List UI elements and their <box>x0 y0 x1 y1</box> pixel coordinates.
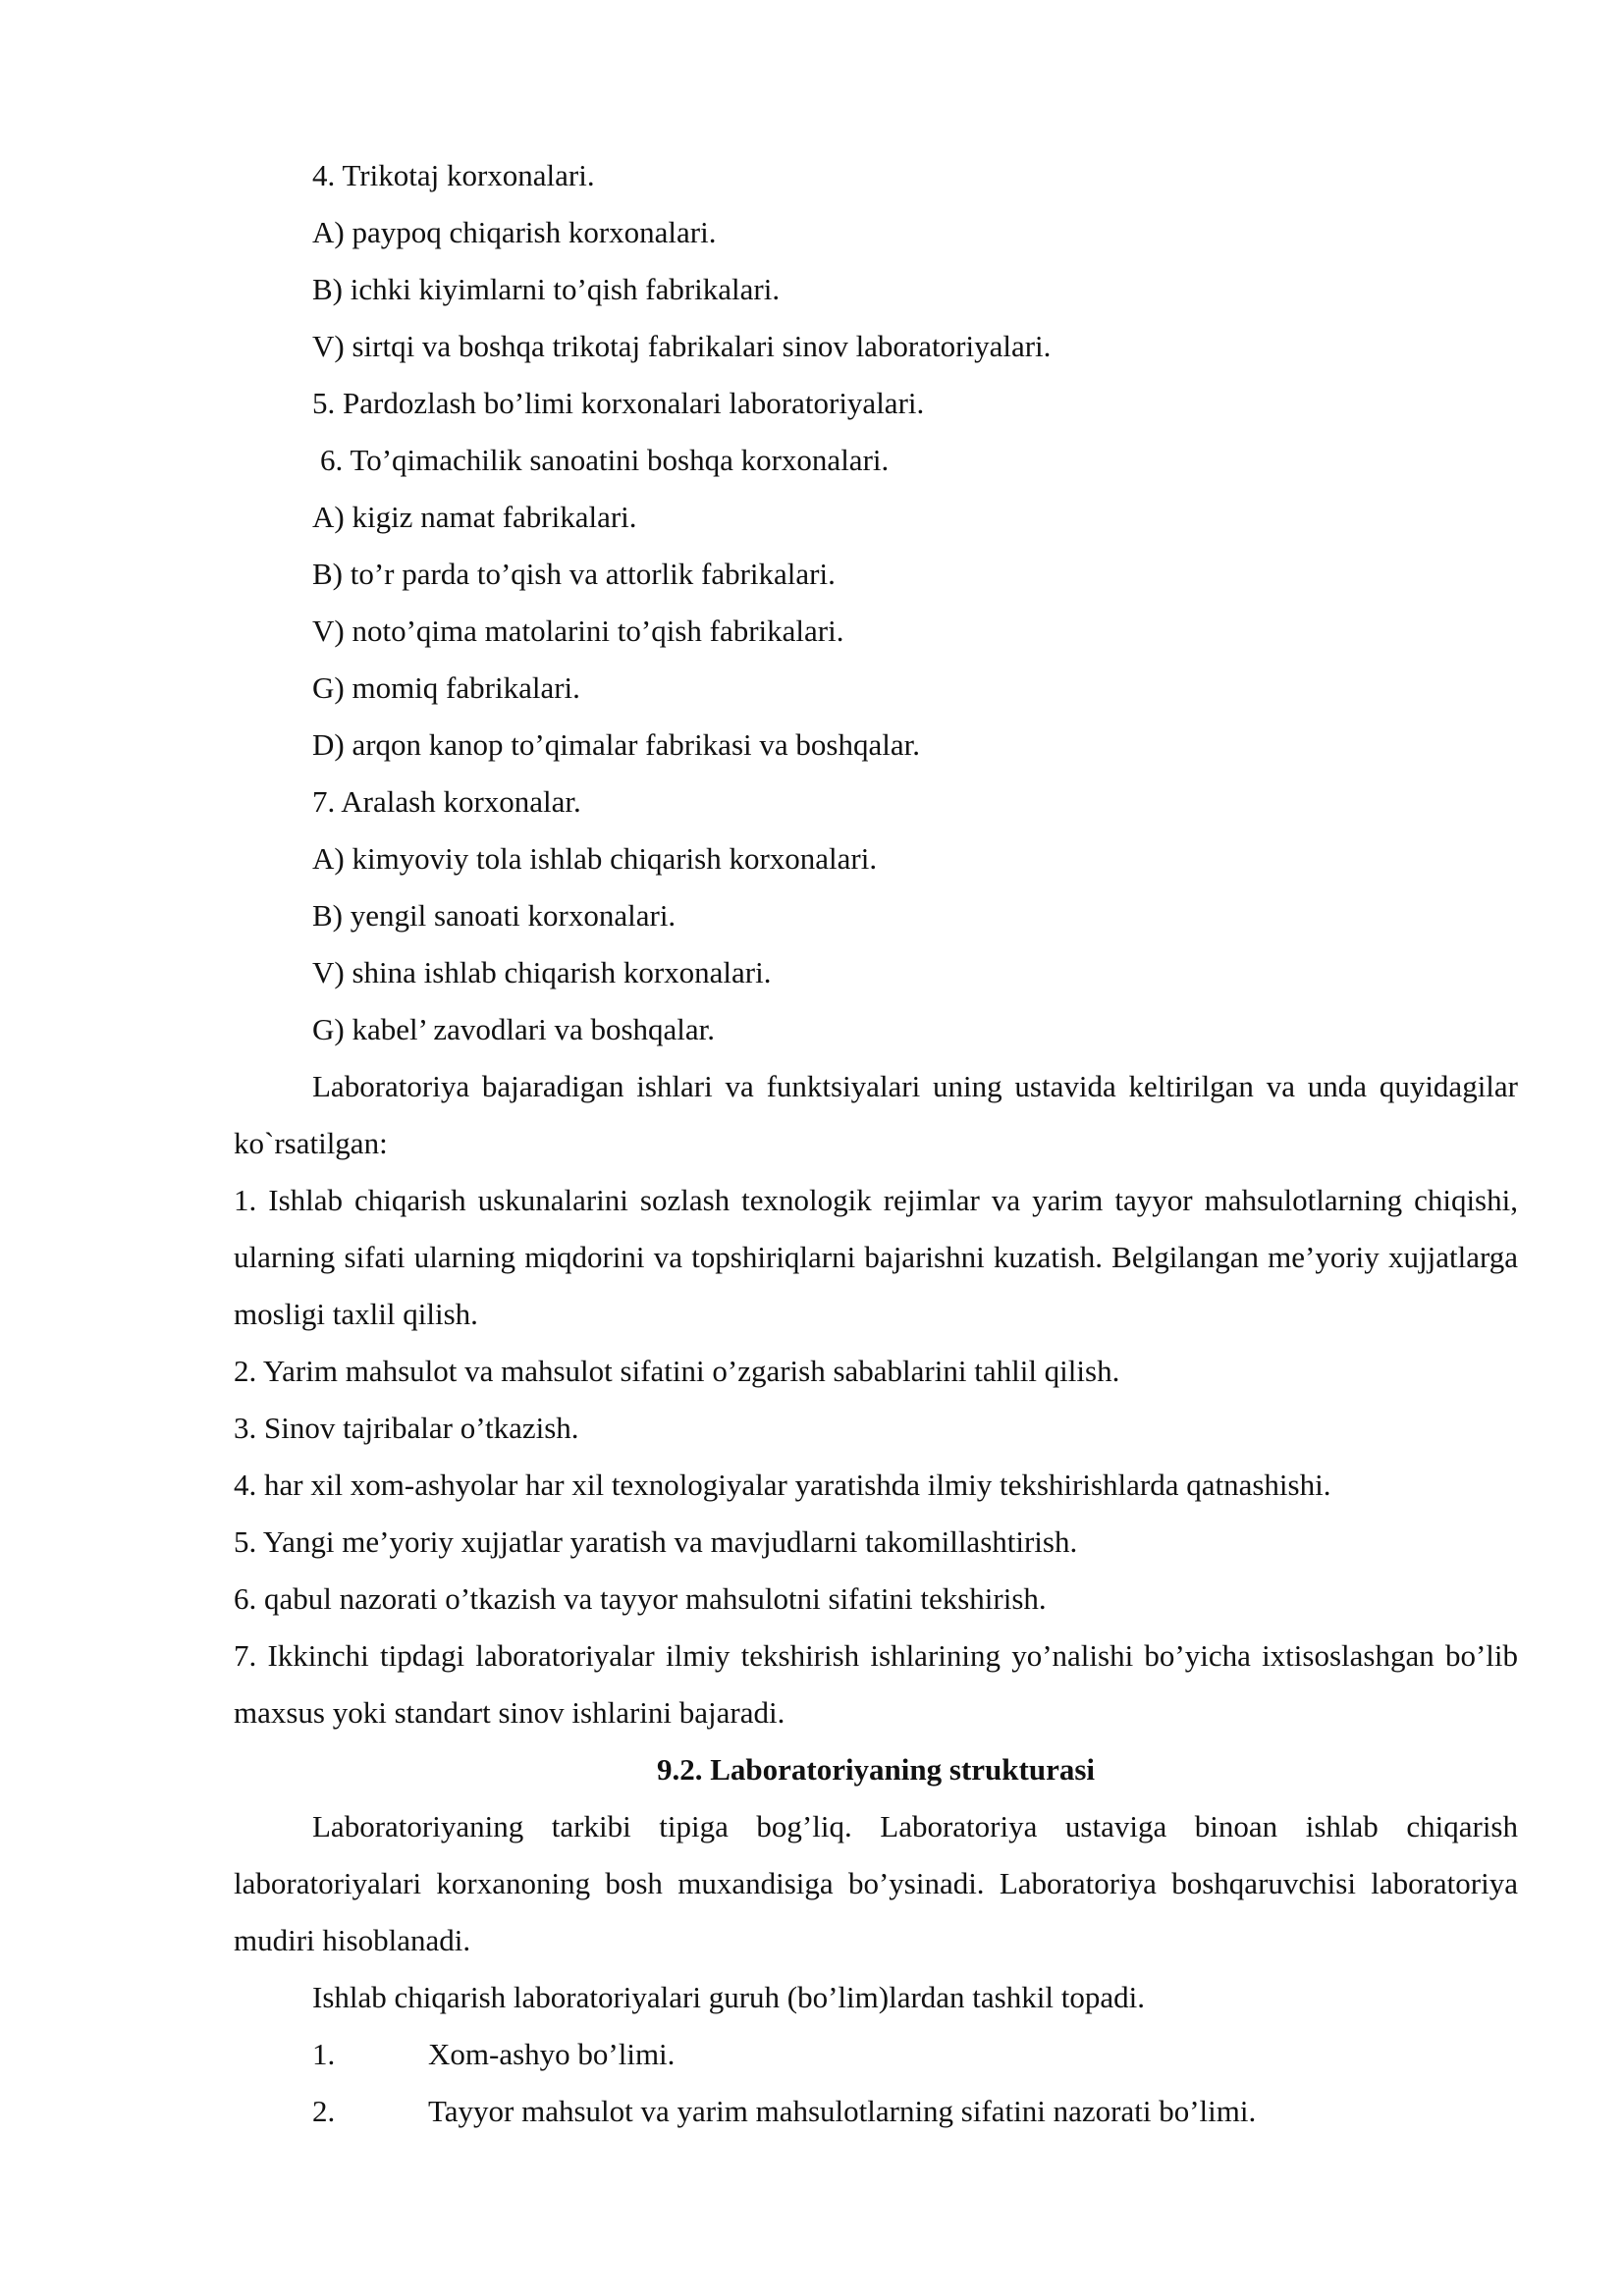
list-item: D) arqon kanop to’qimalar fabrikasi va boshqalar. <box>312 727 920 762</box>
list-item: V) noto’qima matolarini to’qish fabrikalari. <box>312 614 844 648</box>
list-item: 4. Trikotaj korxonalari. <box>312 158 595 192</box>
department-number: 1. <box>312 2037 336 2071</box>
function-item: 5. Yangi me’yoriy xujjatlar yaratish va mavjudlarni takomillashtirish. <box>234 1524 1078 1559</box>
document-page <box>234 147 1518 2140</box>
functions-list <box>234 1172 1518 1741</box>
department-number: 2. <box>312 2094 336 2128</box>
list-item: V) sirtqi va boshqa trikotaj fabrikalari sinov laboratoriyalari. <box>312 329 1052 363</box>
function-item: 3. Sinov tajribalar o’tkazish. <box>234 1411 579 1445</box>
function-item: 7. Ikkinchi tipdagi laboratoriyalar ilmiy tekshirish ishlarining yo’nalishi bo’yicha ixtisoslashgan bo’lib maxsus yoki standart sinov ishlarini bajaradi. <box>234 1638 1518 1730</box>
section-heading: 9.2. Laboratoriyaning strukturasi <box>656 1752 1096 1787</box>
list-item: A) paypoq chiqarish korxonalari. <box>312 215 717 249</box>
list-item: A) kigiz namat fabrikalari. <box>312 500 637 534</box>
list-item: B) yengil sanoati korxonalari. <box>312 898 677 933</box>
department-item <box>234 2026 1518 2083</box>
intro-paragraph: Laboratoriya bajaradigan ishlari va funktsiyalari uning ustavida keltirilgan va unda quyidagilar ko`rsatilgan: <box>234 1069 1518 1160</box>
department-text: Xom-ashyo bo’limi. <box>428 2037 676 2071</box>
list-item: 7. Aralash korxonalar. <box>312 784 581 819</box>
department-text: Tayyor mahsulot va yarim mahsulotlarning sifatini nazorati bo’limi. <box>428 2094 1257 2128</box>
function-item: 4. har xil xom-ashyolar har xil texnologiyalar yaratishda ilmiy tekshirishlarda qatnashishi. <box>234 1468 1331 1502</box>
section-paragraph: Ishlab chiqarish laboratoriyalari guruh (bo’lim)lardan tashkil topadi. <box>312 1980 1145 2014</box>
department-item <box>234 2083 1518 2140</box>
enterprise-list <box>234 147 1518 1058</box>
departments-list <box>234 2026 1518 2140</box>
list-item: B) to’r parda to’qish va attorlik fabrikalari. <box>312 557 836 591</box>
function-item: 2. Yarim mahsulot va mahsulot sifatini o’zgarish sabablarini tahlil qilish. <box>234 1354 1120 1388</box>
function-item: 1. Ishlab chiqarish uskunalarini sozlash texnologik rejimlar va yarim tayyor mahsulotlarning chiqishi, ularning sifati ularning miqdorini va topshiriqlarni bajarishni kuzatish. Belgilangan me’yoriy xujjatlarga mosligi taxlil qilish. <box>234 1183 1518 1331</box>
list-item: B) ichki kiyimlarni to’qish fabrikalari. <box>312 272 781 306</box>
list-item: 5. Pardozlash bo’limi korxonalari laboratoriyalari. <box>312 386 925 420</box>
section-paragraph: Laboratoriyaning tarkibi tipiga bog’liq. Laboratoriya ustaviga binoan ishlab chiqarish laboratoriyalari korxanoning bosh muxandisiga bo’ysinadi. Laboratoriya boshqaruvchisi laboratoriya mudiri hisoblanadi. <box>234 1809 1518 1957</box>
list-item: 6. To’qimachilik sanoatini boshqa korxonalari. <box>320 443 890 477</box>
list-item: V) shina ishlab chiqarish korxonalari. <box>312 955 772 989</box>
list-item: G) kabel’ zavodlari va boshqalar. <box>312 1012 716 1046</box>
list-item: A) kimyoviy tola ishlab chiqarish korxonalari. <box>312 841 878 876</box>
function-item: 6. qabul nazorati o’tkazish va tayyor mahsulotni sifatini tekshirish. <box>234 1581 1047 1616</box>
list-item: G) momiq fabrikalari. <box>312 670 580 705</box>
